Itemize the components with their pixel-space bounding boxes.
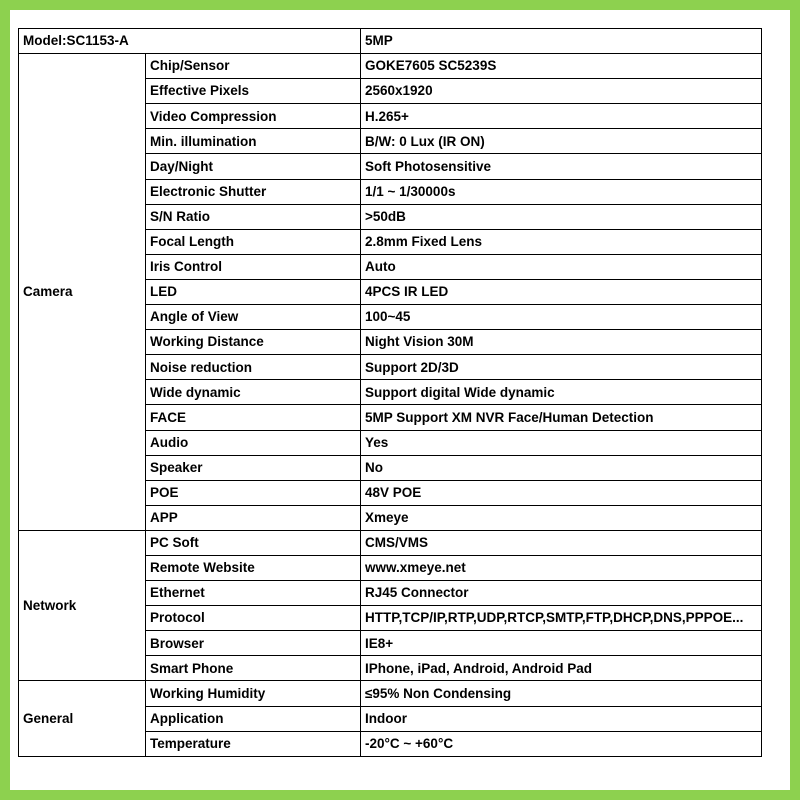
spec-value: 2.8mm Fixed Lens	[361, 229, 762, 254]
spec-value: HTTP,TCP/IP,RTP,UDP,RTCP,SMTP,FTP,DHCP,DNS,PPPOE...	[361, 606, 762, 631]
spec-value: 48V POE	[361, 480, 762, 505]
spec-label: Min. illumination	[146, 129, 361, 154]
spec-value: Yes	[361, 430, 762, 455]
spec-label: PC Soft	[146, 530, 361, 555]
spec-label: Protocol	[146, 606, 361, 631]
spec-label: Iris Control	[146, 254, 361, 279]
spec-label: Electronic Shutter	[146, 179, 361, 204]
spec-label: Wide dynamic	[146, 380, 361, 405]
spec-row	[19, 530, 762, 555]
section-label-network: Network	[19, 530, 146, 681]
spec-value: Indoor	[361, 706, 762, 731]
spec-value: RJ45 Connector	[361, 581, 762, 606]
spec-label: Noise reduction	[146, 355, 361, 380]
spec-value: >50dB	[361, 204, 762, 229]
spec-label: Ethernet	[146, 581, 361, 606]
spec-label: S/N Ratio	[146, 204, 361, 229]
model-value: 5MP	[361, 29, 762, 54]
section-label-general: General	[19, 681, 146, 756]
spec-label: Application	[146, 706, 361, 731]
spec-label: POE	[146, 480, 361, 505]
spec-label: Working Humidity	[146, 681, 361, 706]
spec-label: LED	[146, 279, 361, 304]
spec-value: IE8+	[361, 631, 762, 656]
spec-value: CMS/VMS	[361, 530, 762, 555]
spec-value: www.xmeye.net	[361, 555, 762, 580]
spec-value: Auto	[361, 254, 762, 279]
model-row	[19, 29, 762, 54]
spec-value: Xmeye	[361, 505, 762, 530]
spec-value: Support digital Wide dynamic	[361, 380, 762, 405]
model-label: Model:SC1153-A	[19, 29, 361, 54]
spec-value: B/W: 0 Lux (IR ON)	[361, 129, 762, 154]
spec-value: 4PCS IR LED	[361, 279, 762, 304]
spec-label: Audio	[146, 430, 361, 455]
spec-value: No	[361, 455, 762, 480]
spec-value: 1/1 ~ 1/30000s	[361, 179, 762, 204]
spec-label: Focal Length	[146, 229, 361, 254]
spec-label: Smart Phone	[146, 656, 361, 681]
spec-label: Chip/Sensor	[146, 54, 361, 79]
spec-value: 2560x1920	[361, 79, 762, 104]
spec-value: -20°C ~ +60°C	[361, 731, 762, 756]
spec-value: 5MP Support XM NVR Face/Human Detection	[361, 405, 762, 430]
spec-label: Remote Website	[146, 555, 361, 580]
spec-label: Day/Night	[146, 154, 361, 179]
spec-label: Temperature	[146, 731, 361, 756]
section-label-camera: Camera	[19, 54, 146, 531]
spec-label: Effective Pixels	[146, 79, 361, 104]
spec-table	[18, 28, 762, 757]
spec-value: Night Vision 30M	[361, 330, 762, 355]
spec-label: Angle of View	[146, 305, 361, 330]
spec-label: Video Compression	[146, 104, 361, 129]
spec-value: H.265+	[361, 104, 762, 129]
spec-value: GOKE7605 SC5239S	[361, 54, 762, 79]
spec-label: APP	[146, 505, 361, 530]
spec-row	[19, 54, 762, 79]
spec-value: Soft Photosensitive	[361, 154, 762, 179]
spec-label: Working Distance	[146, 330, 361, 355]
spec-table-body	[19, 29, 762, 757]
spec-value: 100~45	[361, 305, 762, 330]
spec-value: Support 2D/3D	[361, 355, 762, 380]
spec-label: FACE	[146, 405, 361, 430]
spec-label: Speaker	[146, 455, 361, 480]
spec-label: Browser	[146, 631, 361, 656]
spec-row	[19, 681, 762, 706]
spec-value: ≤95% Non Condensing	[361, 681, 762, 706]
spec-value: IPhone, iPad, Android, Android Pad	[361, 656, 762, 681]
